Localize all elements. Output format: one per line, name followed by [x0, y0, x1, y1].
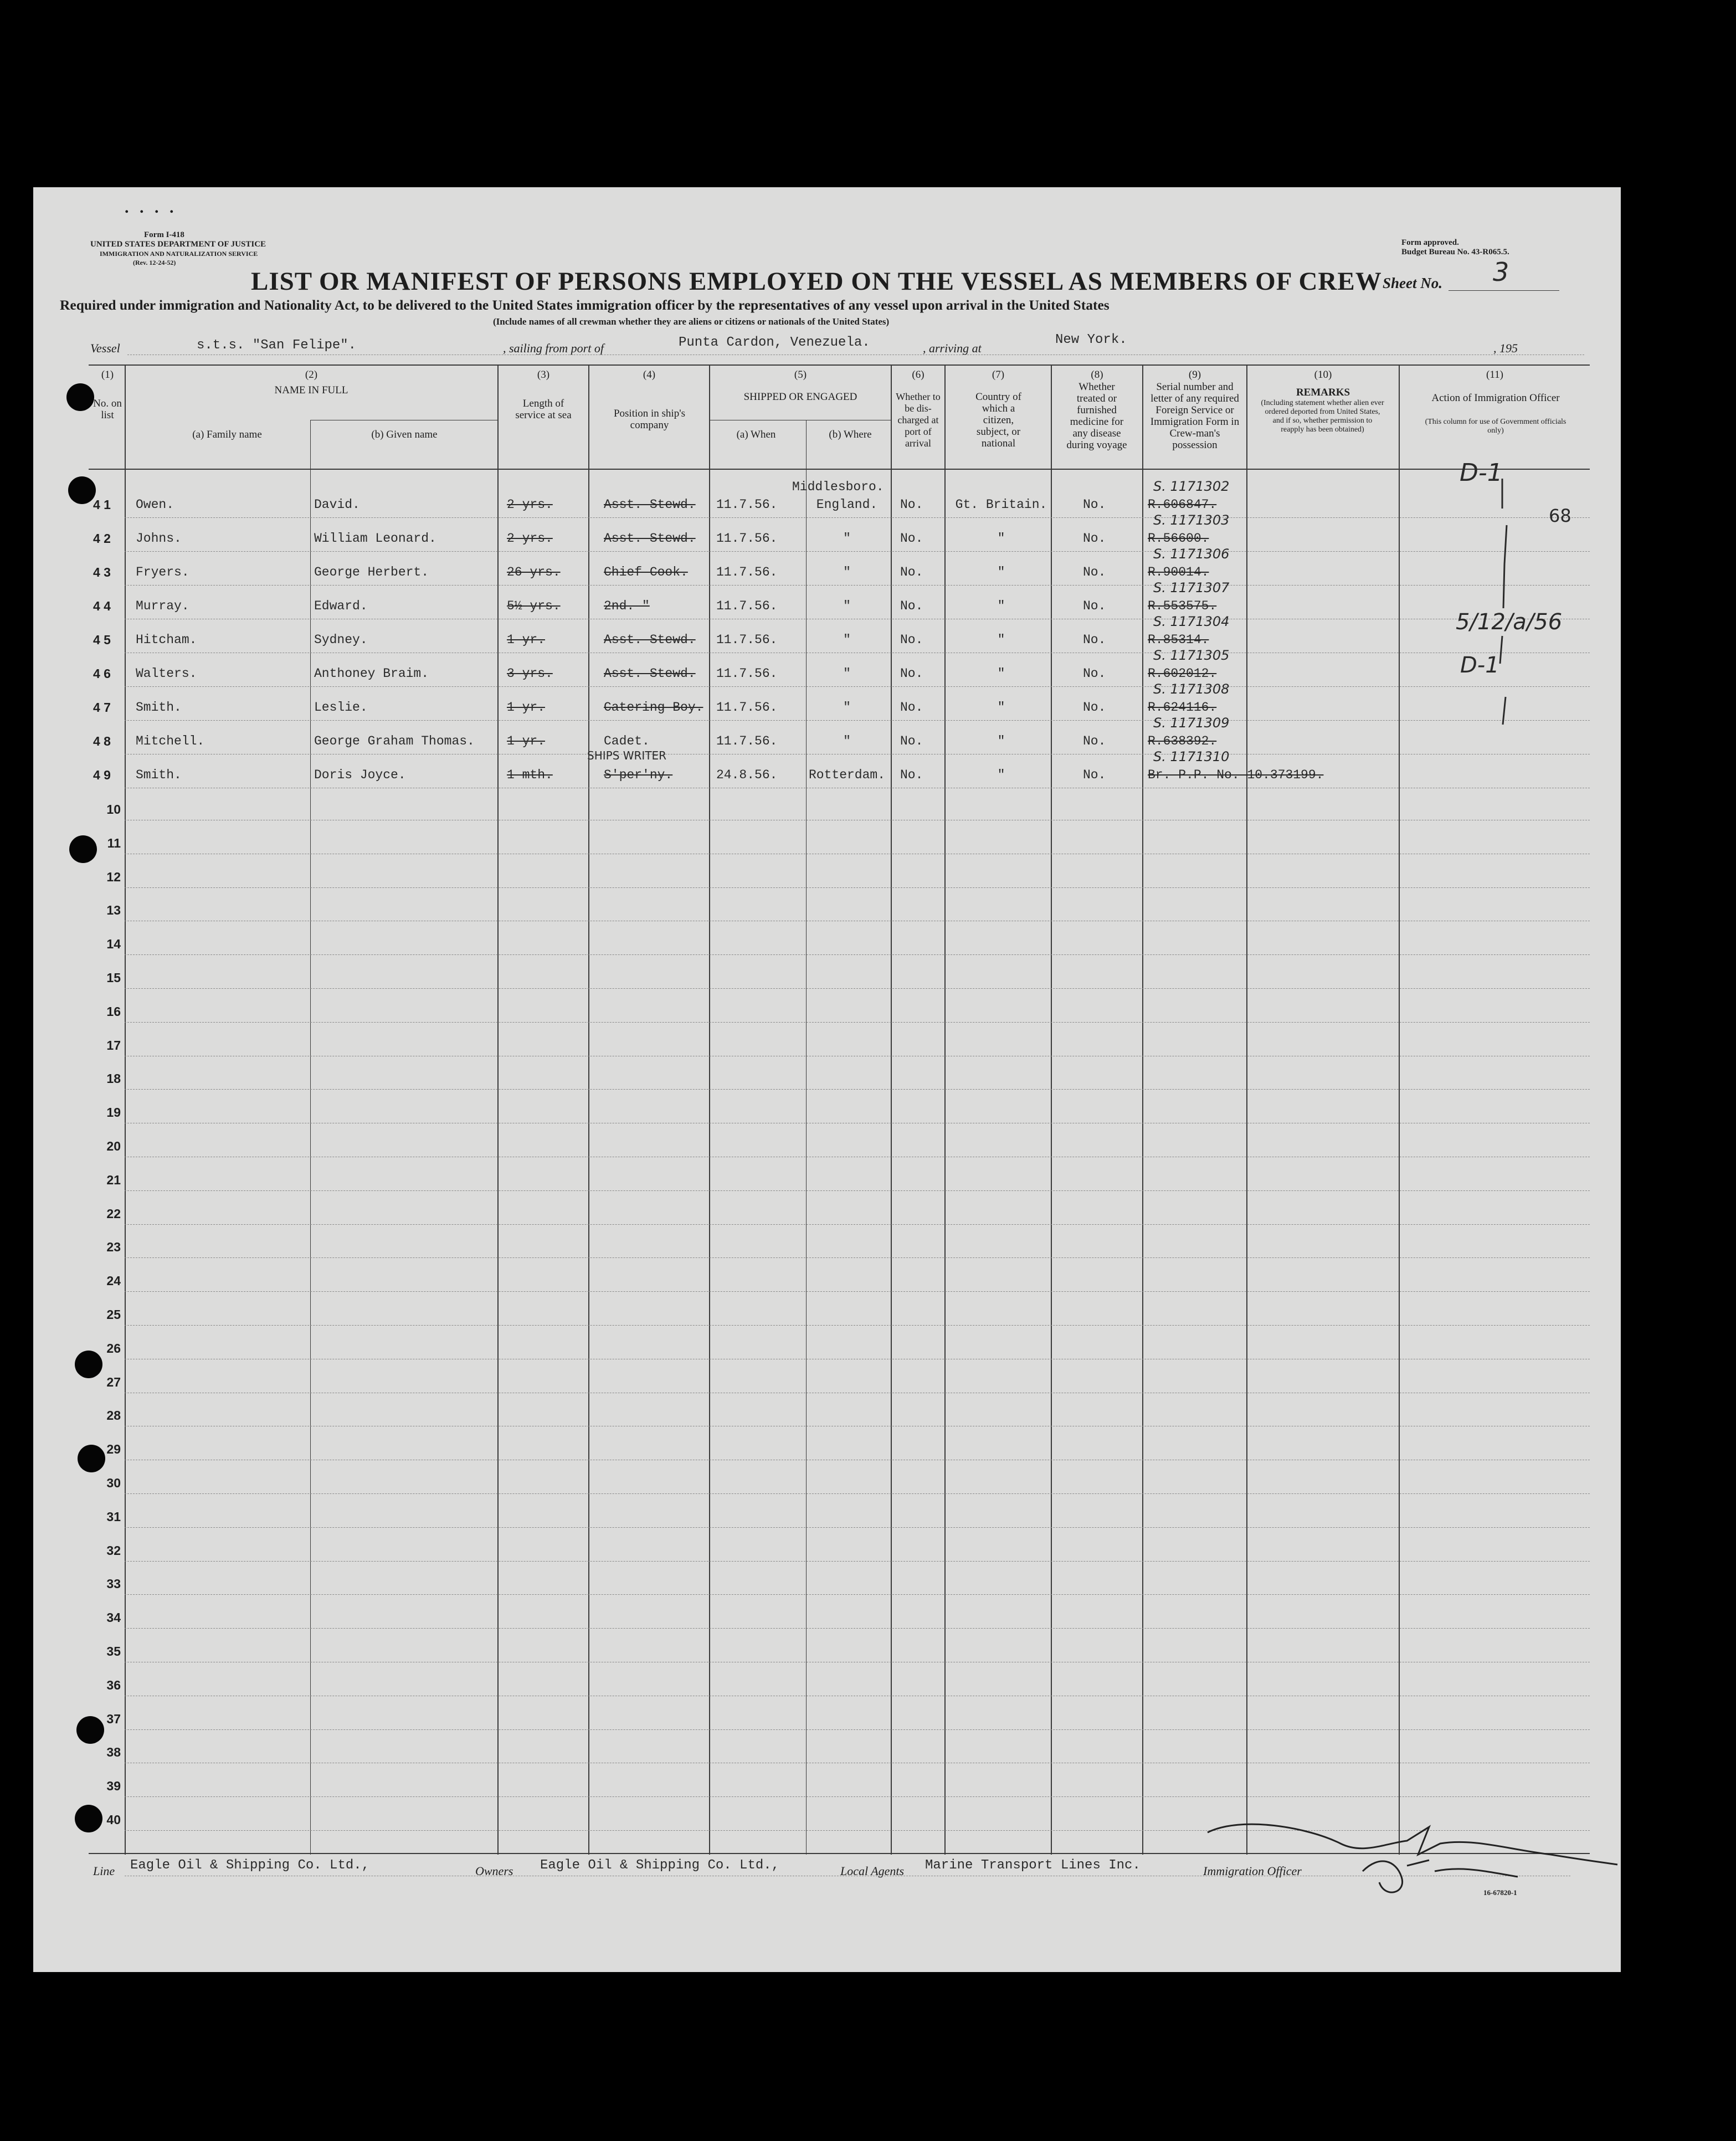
row-shipped-where: " — [843, 633, 851, 647]
punch-hole — [78, 1445, 105, 1472]
empty-row-rule — [125, 1561, 1590, 1562]
row-shipped-where: " — [843, 599, 851, 613]
include-note: (Include names of all crewman whether they are aliens or citizens or nationals of the United States) — [493, 316, 890, 327]
row-position: S'per'ny. — [604, 768, 673, 782]
row-row-number: 4 6 — [93, 666, 111, 681]
empty-row-number: 21 — [106, 1172, 121, 1187]
sailing-port: Punta Cardon, Venezuela. — [679, 335, 870, 350]
empty-row-number: 14 — [106, 937, 121, 952]
row-position: Catering Boy. — [604, 700, 703, 715]
punch-hole — [75, 1351, 102, 1378]
row-serial-handwritten: S. 1171302 — [1153, 479, 1230, 494]
col-divider-6 — [944, 364, 946, 1855]
col-2-header: NAME IN FULL — [274, 384, 348, 396]
sheet-number: 3 — [1493, 257, 1509, 287]
empty-row-number: 26 — [106, 1341, 121, 1356]
empty-row-number: 40 — [106, 1813, 121, 1827]
row-position: Asst. Stewd. — [604, 531, 696, 546]
row-serial-handwritten: S. 1171310 — [1153, 749, 1230, 764]
col-8-number: (8) — [1091, 369, 1103, 381]
col-divider-4 — [709, 364, 710, 1855]
service: IMMIGRATION AND NATURALIZATION SERVICE — [100, 250, 258, 258]
row-serial-handwritten: S. 1171304 — [1153, 614, 1230, 629]
row-shipped-where: Rotterdam. — [808, 768, 886, 782]
agents-name: Marine Transport Lines Inc. — [925, 1858, 1141, 1873]
row-given-name: David. — [314, 497, 360, 512]
row-country: " — [997, 531, 1005, 546]
empty-row-number: 16 — [106, 1004, 121, 1019]
row-shipped-where: " — [843, 734, 851, 748]
department: UNITED STATES DEPARTMENT OF JUSTICE — [90, 240, 266, 249]
row-serial-handwritten: S. 1171307 — [1153, 580, 1230, 595]
row-position-handwritten: SHIPS WRITER — [587, 749, 667, 762]
empty-row-rule — [125, 1190, 1590, 1191]
row-given-name: Leslie. — [314, 700, 368, 715]
col-11-note: (This column for use of Government officials only) — [1425, 418, 1566, 435]
row-medicine: No. — [1083, 531, 1106, 546]
row-shipped-when: 11.7.56. — [716, 633, 778, 647]
punch-hole — [66, 383, 94, 411]
row-shipped-when: 11.7.56. — [716, 497, 778, 512]
row-given-name: Anthoney Braim. — [314, 666, 429, 681]
row-position: Cadet. — [604, 734, 650, 748]
row-medicine: No. — [1083, 565, 1106, 579]
row-shipped-where-town: Middlesboro. — [792, 480, 884, 494]
row-country: " — [997, 666, 1005, 681]
row-row-number: 4 7 — [93, 700, 111, 715]
row-medicine: No. — [1083, 633, 1106, 647]
row-shipped-when: 24.8.56. — [716, 768, 778, 782]
empty-row-number: 19 — [106, 1105, 121, 1120]
empty-row-number: 22 — [106, 1206, 121, 1221]
row-discharged: No. — [900, 599, 923, 613]
empty-row-number: 13 — [106, 903, 121, 918]
row-serial-handwritten: S. 1171303 — [1153, 512, 1230, 528]
row-rule — [125, 585, 1590, 586]
row-family-name: Walters. — [136, 666, 197, 681]
empty-row-rule — [125, 1257, 1590, 1258]
col-5-number: (5) — [794, 369, 807, 381]
row-discharged: No. — [900, 734, 923, 748]
empty-row-rule — [125, 1594, 1590, 1595]
row-family-name: Smith. — [136, 768, 182, 782]
col-divider-5 — [891, 364, 892, 1855]
col-1-header: No. on list — [93, 398, 122, 421]
col-7-number: (7) — [992, 369, 1005, 381]
row-serial-typed: R.56600. — [1148, 531, 1209, 546]
col-2b-header: (b) Given name — [371, 429, 438, 440]
col-2-number: (2) — [305, 369, 318, 381]
row-row-number: 4 2 — [93, 531, 111, 546]
row-serial-typed: R.624116. — [1148, 700, 1217, 715]
vessel-label: Vessel — [90, 341, 120, 355]
row-shipped-where: England. — [816, 497, 878, 512]
row-serial-typed: R.553575. — [1148, 599, 1217, 613]
form-approved: Form approved. — [1401, 238, 1459, 247]
revision: (Rev. 12-24-52) — [133, 259, 176, 266]
row-row-number: 4 1 — [93, 497, 111, 512]
corner-dots: . . . . — [125, 198, 177, 217]
row-rule — [125, 720, 1590, 721]
row-serial-typed: Br. P.P. No. 10.373199. — [1148, 768, 1324, 782]
empty-row-rule — [125, 988, 1590, 989]
empty-row-number: 17 — [106, 1038, 121, 1052]
row-country: " — [997, 633, 1005, 647]
empty-row-number: 36 — [106, 1677, 121, 1692]
empty-row-rule — [125, 1089, 1590, 1090]
empty-row-number: 29 — [106, 1442, 121, 1457]
col-divider-10 — [1399, 364, 1400, 1855]
annotation-68: 68 — [1549, 505, 1571, 526]
col-11-header: Action of Immigration Officer — [1431, 392, 1560, 404]
row-shipped-when: 11.7.56. — [716, 700, 778, 715]
annotation-d1-top: D-1 — [1460, 459, 1503, 487]
col-4-number: (4) — [643, 369, 656, 381]
row-row-number: 4 8 — [93, 734, 111, 748]
col-10-number: (10) — [1314, 369, 1332, 381]
row-family-name: Smith. — [136, 700, 182, 715]
empty-row-number: 35 — [106, 1644, 121, 1659]
empty-row-rule — [125, 887, 1590, 888]
col-divider-8 — [1142, 364, 1143, 1855]
row-serial-typed: R.602012. — [1148, 666, 1217, 681]
row-serial-typed: R.606847. — [1148, 497, 1217, 512]
col-10-header: REMARKS — [1296, 387, 1350, 398]
owners-label: Owners — [475, 1864, 513, 1878]
col-divider-1 — [125, 364, 126, 1855]
col-11-number: (11) — [1486, 369, 1503, 381]
empty-row-number: 39 — [106, 1779, 121, 1794]
row-medicine: No. — [1083, 700, 1106, 715]
col-6-number: (6) — [912, 369, 925, 381]
empty-row-number: 11 — [107, 835, 121, 850]
annotation-date: 5/12/a/56 — [1456, 609, 1563, 635]
row-family-name: Owen. — [136, 497, 174, 512]
punch-hole — [68, 476, 96, 504]
row-medicine: No. — [1083, 734, 1106, 748]
row-country: " — [997, 565, 1005, 579]
row-discharged: No. — [900, 497, 923, 512]
row-rule — [125, 551, 1590, 552]
row-service-length: 26 yrs. — [507, 565, 561, 579]
row-given-name: William Leonard. — [314, 531, 436, 546]
row-shipped-when: 11.7.56. — [716, 666, 778, 681]
empty-row-rule — [125, 1628, 1590, 1629]
empty-row-number: 24 — [106, 1274, 121, 1288]
empty-row-number: 30 — [106, 1476, 121, 1490]
empty-row-number: 10 — [106, 802, 121, 817]
row-medicine: No. — [1083, 497, 1106, 512]
empty-row-number: 12 — [106, 869, 121, 884]
row-family-name: Murray. — [136, 599, 189, 613]
row-row-number: 4 3 — [93, 565, 111, 579]
empty-row-rule — [125, 1224, 1590, 1225]
row-shipped-where: " — [843, 700, 851, 715]
row-discharged: No. — [900, 531, 923, 546]
table-header-rule — [89, 469, 1590, 470]
col-2a-header: (a) Family name — [192, 429, 262, 440]
row-country: " — [997, 599, 1005, 613]
punch-hole — [76, 1716, 104, 1744]
row-discharged: No. — [900, 633, 923, 647]
arriving-port: New York. — [1055, 332, 1127, 347]
row-rule — [125, 686, 1590, 687]
empty-row-rule — [125, 1796, 1590, 1797]
row-row-number: 4 5 — [93, 633, 111, 647]
row-position: Asst. Stewd. — [604, 497, 696, 512]
col-4-header: Position in ship's company — [613, 408, 686, 431]
row-service-length: 1 mth. — [507, 768, 553, 782]
required-statement: Required under immigration and Nationality Act, to be delivered to the United States immigration officer by the representatives of any vessel upon arrival in the United States — [60, 297, 1110, 313]
officer-label: Immigration Officer — [1203, 1864, 1302, 1878]
row-shipped-when: 11.7.56. — [716, 565, 778, 579]
manifest-sheet — [33, 187, 1621, 1972]
col-divider-9 — [1246, 364, 1247, 1855]
empty-row-rule — [125, 1729, 1590, 1730]
empty-row-number: 28 — [106, 1408, 121, 1423]
row-service-length: 1 yr. — [507, 734, 546, 748]
row-family-name: Hitcham. — [136, 633, 197, 647]
empty-row-number: 27 — [106, 1374, 121, 1389]
row-row-number: 4 9 — [93, 768, 111, 782]
empty-row-number: 23 — [106, 1240, 121, 1255]
sailing-label: , sailing from port of — [503, 341, 604, 355]
row-medicine: No. — [1083, 599, 1106, 613]
row-position: Asst. Stewd. — [604, 633, 696, 647]
col-5a-header: (a) When — [736, 429, 776, 440]
row-discharged: No. — [900, 768, 923, 782]
empty-row-number: 31 — [106, 1509, 121, 1524]
empty-row-rule — [125, 954, 1590, 955]
row-country: " — [997, 700, 1005, 715]
col-divider-3 — [588, 364, 589, 1855]
col-3-header: Length of service at sea — [515, 398, 572, 421]
row-country: " — [997, 734, 1005, 748]
year-label: , 195 — [1493, 341, 1518, 355]
officer-check-marks — [1451, 464, 1540, 996]
line-name: Eagle Oil & Shipping Co. Ltd., — [130, 1858, 370, 1873]
col-6-header: Whether to be dis-charged at port of arrival — [896, 391, 941, 449]
sheet-label: Sheet No. — [1383, 275, 1442, 291]
row-service-length: 5½ yrs. — [507, 599, 561, 613]
empty-row-number: 18 — [106, 1071, 121, 1086]
empty-row-number: 20 — [106, 1139, 121, 1153]
form-number: Form I-418 — [144, 230, 184, 239]
print-number: 16-67820-1 — [1483, 1888, 1517, 1897]
row-given-name: Doris Joyce. — [314, 768, 406, 782]
row-shipped-when: 11.7.56. — [716, 599, 778, 613]
row-row-number: 4 4 — [93, 599, 111, 613]
owners-name: Eagle Oil & Shipping Co. Ltd., — [540, 1858, 780, 1873]
col-divider-2 — [497, 364, 499, 1855]
col-5-header: SHIPPED OR ENGAGED — [743, 391, 857, 403]
row-serial-handwritten: S. 1171309 — [1153, 715, 1230, 731]
empty-row-number: 38 — [106, 1745, 121, 1760]
row-discharged: No. — [900, 700, 923, 715]
col-7-header: Country of which a citizen, subject, or national — [975, 391, 1021, 449]
row-rule — [125, 517, 1590, 518]
row-given-name: George Herbert. — [314, 565, 429, 579]
row-service-length: 3 yrs. — [507, 666, 553, 681]
punch-hole — [75, 1805, 102, 1832]
empty-row-number: 25 — [106, 1307, 121, 1322]
vessel-name: s.t.s. "San Felipe". — [197, 338, 357, 353]
row-position: 2nd. " — [604, 599, 650, 613]
row-serial-typed: R.638392. — [1148, 734, 1217, 748]
page-title: LIST OR MANIFEST OF PERSONS EMPLOYED ON THE VESSEL AS MEMBERS OF CREW — [251, 267, 1382, 296]
empty-row-number: 33 — [106, 1577, 121, 1591]
row-country: Gt. Britain. — [955, 497, 1047, 512]
row-service-length: 1 yr. — [507, 633, 546, 647]
row-service-length: 2 yrs. — [507, 531, 553, 546]
row-serial-typed: R.90014. — [1148, 565, 1209, 579]
punch-hole — [69, 835, 97, 863]
empty-row-rule — [125, 1022, 1590, 1023]
row-country: " — [997, 768, 1005, 782]
row-shipped-where: " — [843, 531, 851, 546]
row-shipped-where: " — [843, 565, 851, 579]
col-1-number: (1) — [101, 369, 114, 381]
empty-row-rule — [125, 1493, 1590, 1494]
empty-row-rule — [125, 1291, 1590, 1292]
col-8-header: Whether treated or furnished medicine for any disease during voyage — [1066, 381, 1127, 451]
officer-signature — [1196, 1810, 1621, 1899]
col-divider-7 — [1051, 364, 1052, 1855]
budget-bureau: Budget Bureau No. 43-R065.5. — [1401, 248, 1509, 256]
row-service-length: 2 yrs. — [507, 497, 553, 512]
row-shipped-when: 11.7.56. — [716, 734, 778, 748]
row-family-name: Mitchell. — [136, 734, 205, 748]
col-5b-header: (b) Where — [829, 429, 872, 440]
row-medicine: No. — [1083, 768, 1106, 782]
col-divider-2a — [310, 420, 311, 1855]
sheet-underline — [1449, 290, 1559, 291]
row-shipped-when: 11.7.56. — [716, 531, 778, 546]
row-service-length: 1 yr. — [507, 700, 546, 715]
col-9-number: (9) — [1188, 369, 1201, 381]
empty-row-number: 34 — [106, 1610, 121, 1625]
row-given-name: Sydney. — [314, 633, 368, 647]
row-serial-handwritten: S. 1171305 — [1153, 648, 1230, 663]
row-given-name: George Graham Thomas. — [314, 734, 475, 748]
row-serial-typed: R.85314. — [1148, 633, 1209, 647]
row-serial-handwritten: S. 1171308 — [1153, 681, 1230, 697]
annotation-d1-bottom: D-1 — [1460, 653, 1499, 678]
empty-row-number: 32 — [106, 1543, 121, 1558]
col-9-header: Serial number and letter of any required Foreign Service or Immigration Form in Crew-man's possession — [1150, 381, 1240, 451]
row-medicine: No. — [1083, 666, 1106, 681]
row-shipped-where: " — [843, 666, 851, 681]
row-family-name: Fryers. — [136, 565, 189, 579]
row-discharged: No. — [900, 666, 923, 681]
empty-row-number: 15 — [106, 971, 121, 985]
table-top-rule — [89, 364, 1590, 366]
agents-label: Local Agents — [840, 1864, 905, 1878]
col-3-number: (3) — [537, 369, 550, 381]
row-family-name: Johns. — [136, 531, 182, 546]
row-given-name: Edward. — [314, 599, 368, 613]
row-position: Asst. Stewd. — [604, 666, 696, 681]
row-position: Chief Cook. — [604, 565, 688, 579]
line-label: Line — [93, 1864, 115, 1878]
arriving-label: , arriving at — [923, 341, 982, 355]
empty-row-rule — [125, 1527, 1590, 1528]
row-serial-handwritten: S. 1171306 — [1153, 546, 1230, 562]
col-10-note: (Including statement whether alien ever ordered deported from United States, and if so, whether permission to reapply has been obtained) — [1261, 399, 1384, 434]
empty-row-rule — [125, 1325, 1590, 1326]
empty-row-number: 37 — [106, 1711, 121, 1726]
row-discharged: No. — [900, 565, 923, 579]
